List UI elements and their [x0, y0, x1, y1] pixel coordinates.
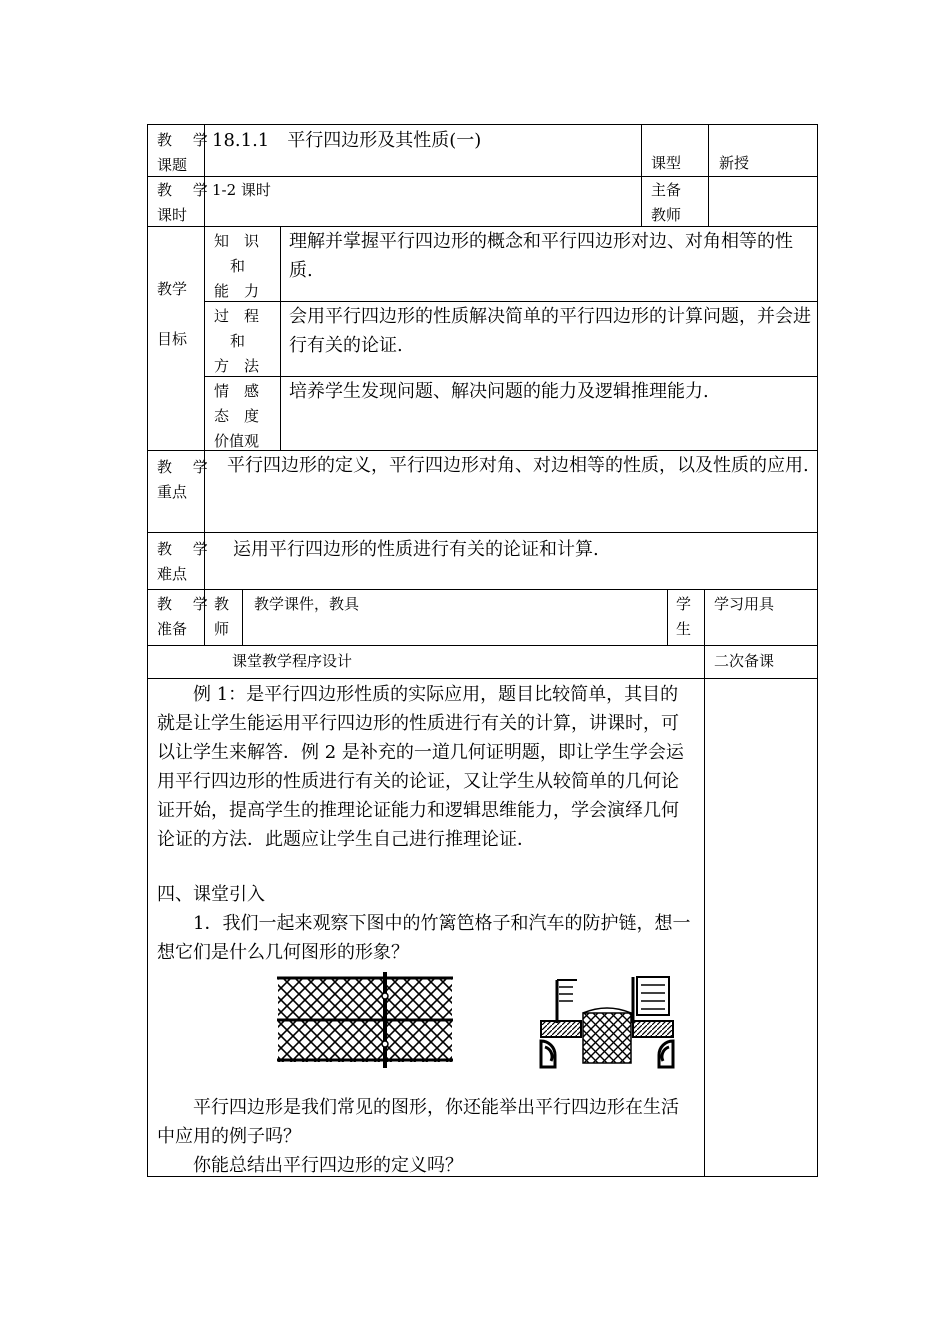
section-title: 四、课堂引入 — [157, 884, 265, 905]
lesson-type-value: 新授 — [719, 154, 750, 172]
prep-student-text: 学习用具 — [714, 595, 775, 613]
key-points-text: 平行四边形的定义，平行四边形对角、对边相等的性质，以及性质的应用. — [227, 455, 809, 476]
period-value: 1-2 课时 — [212, 181, 271, 199]
lesson-title-value: 18.1.1 平行四边形及其性质(一) — [212, 130, 482, 151]
prep-student-label: 学 生 — [676, 595, 692, 638]
procedure-header: 课堂教学程序设计 — [232, 652, 353, 670]
goal-sub-label-emotion: 情 感 态 度 价值观 — [214, 382, 260, 450]
bamboo-fence-figure — [275, 970, 455, 1070]
paragraph-3: 你能总结出平行四边形的定义吗？ — [193, 1155, 463, 1176]
period-label: 教 学 课时 — [157, 181, 216, 224]
difficulty-text: 运用平行四边形的性质进行有关的论证和计算. — [233, 539, 599, 560]
goal-sub-label-process: 过 程 和 方 法 — [214, 307, 260, 375]
goal-text-knowledge: 理解并掌握平行四边形的概念和平行四边形对边、对角相等的性质. — [289, 231, 793, 281]
question-1: 1．我们一起来观察下图中的竹篱笆格子和汽车的防护链，想一想它们是什么几何图形的形象？ — [157, 913, 691, 963]
goal-text-process: 会用平行四边形的性质解决简单的平行四边形的计算问题，并会进行有关的论证. — [289, 306, 811, 356]
difficulty-label: 教 学 难点 — [157, 540, 216, 583]
example-paragraph: 例 1：是平行四边形性质的实际应用，题目比较简单，其目的就是让学生能运用平行四边形的性质进行有关的计算，讲课时，可以让学生来解答．例 2 是补充的一道几何证明题，即让学生学会运用平行四边形的性质进行有关的论证，又让学生从较简单的几何论证开始，提高学生的推理论证能力和逻辑思维能力，学会演绎几何论证的方法．此题应让学生自己进行推理论证． — [157, 684, 684, 850]
goal-sub-label-knowledge: 知 识 和 能 力 — [214, 232, 260, 300]
goal-text-emotion: 培养学生发现问题、解决问题的能力及逻辑推理能力. — [289, 381, 709, 402]
preparation-label: 教 学 准备 — [157, 595, 216, 638]
lesson-type-label: 课型 — [651, 154, 682, 172]
prep-teacher-text: 教学课件，教具 — [254, 595, 360, 613]
goals-label-bottom: 目标 — [157, 330, 188, 348]
vehicle-chain-figure — [537, 975, 677, 1070]
paragraph-2: 平行四边形是我们常见的图形，你还能举出平行四边形在生活中应用的例子吗？ — [157, 1097, 679, 1147]
teacher-label: 主备 教师 — [651, 181, 682, 224]
key-points-label: 教 学 重点 — [157, 458, 216, 501]
lesson-title-label: 教 学 课题 — [157, 131, 216, 174]
side-header: 二次备课 — [714, 652, 775, 670]
prep-teacher-label: 教 师 — [214, 595, 230, 638]
goals-label-top: 教学 — [157, 280, 188, 298]
